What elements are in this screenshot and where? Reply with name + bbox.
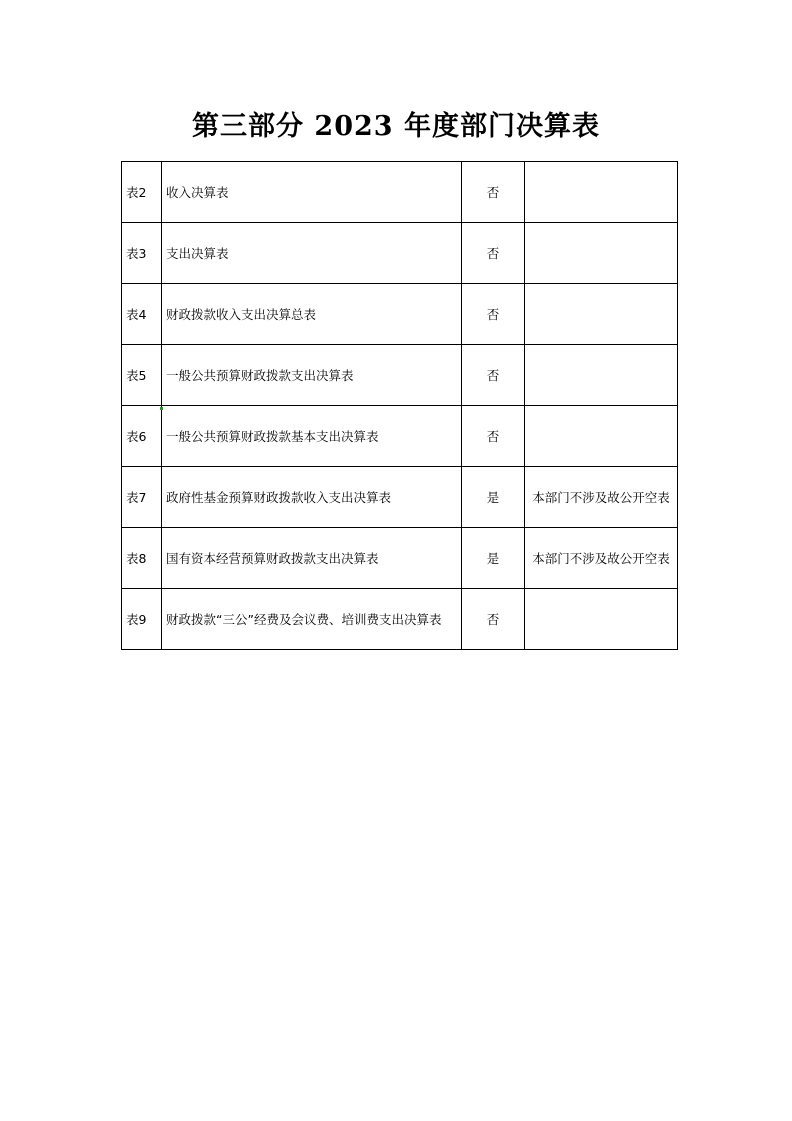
table-name: 一般公共预算财政拨款支出决算表	[162, 345, 462, 406]
empty-table-flag: 是	[462, 467, 525, 528]
cell-corner-marker	[160, 407, 163, 410]
table-row	[122, 467, 678, 528]
table-row	[122, 406, 678, 467]
table-number: 表7	[122, 467, 162, 528]
table-number: 表2	[122, 162, 162, 223]
table-row	[122, 528, 678, 589]
empty-table-flag: 否	[462, 589, 525, 650]
report-table	[121, 161, 678, 650]
empty-table-flag: 否	[462, 223, 525, 284]
table-name: 财政拨款“三公”经费及会议费、培训费支出决算表	[162, 589, 462, 650]
empty-table-flag: 是	[462, 528, 525, 589]
table-note	[525, 223, 678, 284]
empty-table-flag: 否	[462, 284, 525, 345]
table-number: 表4	[122, 284, 162, 345]
table-number: 表3	[122, 223, 162, 284]
table-number: 表8	[122, 528, 162, 589]
table-number: 表5	[122, 345, 162, 406]
table-row	[122, 223, 678, 284]
table-name: 财政拨款收入支出决算总表	[162, 284, 462, 345]
table-number: 表6	[122, 406, 162, 467]
empty-table-flag: 否	[462, 406, 525, 467]
table-note: 本部门不涉及故公开空表	[525, 467, 678, 528]
page-title: 第三部分 2023 年度部门决算表	[192, 111, 600, 142]
empty-table-flag: 否	[462, 345, 525, 406]
table-name: 支出决算表	[162, 223, 462, 284]
table-number: 表9	[122, 589, 162, 650]
table-name: 一般公共预算财政拨款基本支出决算表	[162, 406, 462, 467]
table-note	[525, 284, 678, 345]
table-note	[525, 345, 678, 406]
table-name: 收入决算表	[162, 162, 462, 223]
table-note	[525, 162, 678, 223]
table-note: 本部门不涉及故公开空表	[525, 528, 678, 589]
table-note	[525, 406, 678, 467]
empty-table-flag: 否	[462, 162, 525, 223]
table-row	[122, 284, 678, 345]
table-row	[122, 345, 678, 406]
table-name: 国有资本经营预算财政拨款支出决算表	[162, 528, 462, 589]
table-row	[122, 162, 678, 223]
table-note	[525, 589, 678, 650]
table-name: 政府性基金预算财政拨款收入支出决算表	[162, 467, 462, 528]
table-row	[122, 589, 678, 650]
